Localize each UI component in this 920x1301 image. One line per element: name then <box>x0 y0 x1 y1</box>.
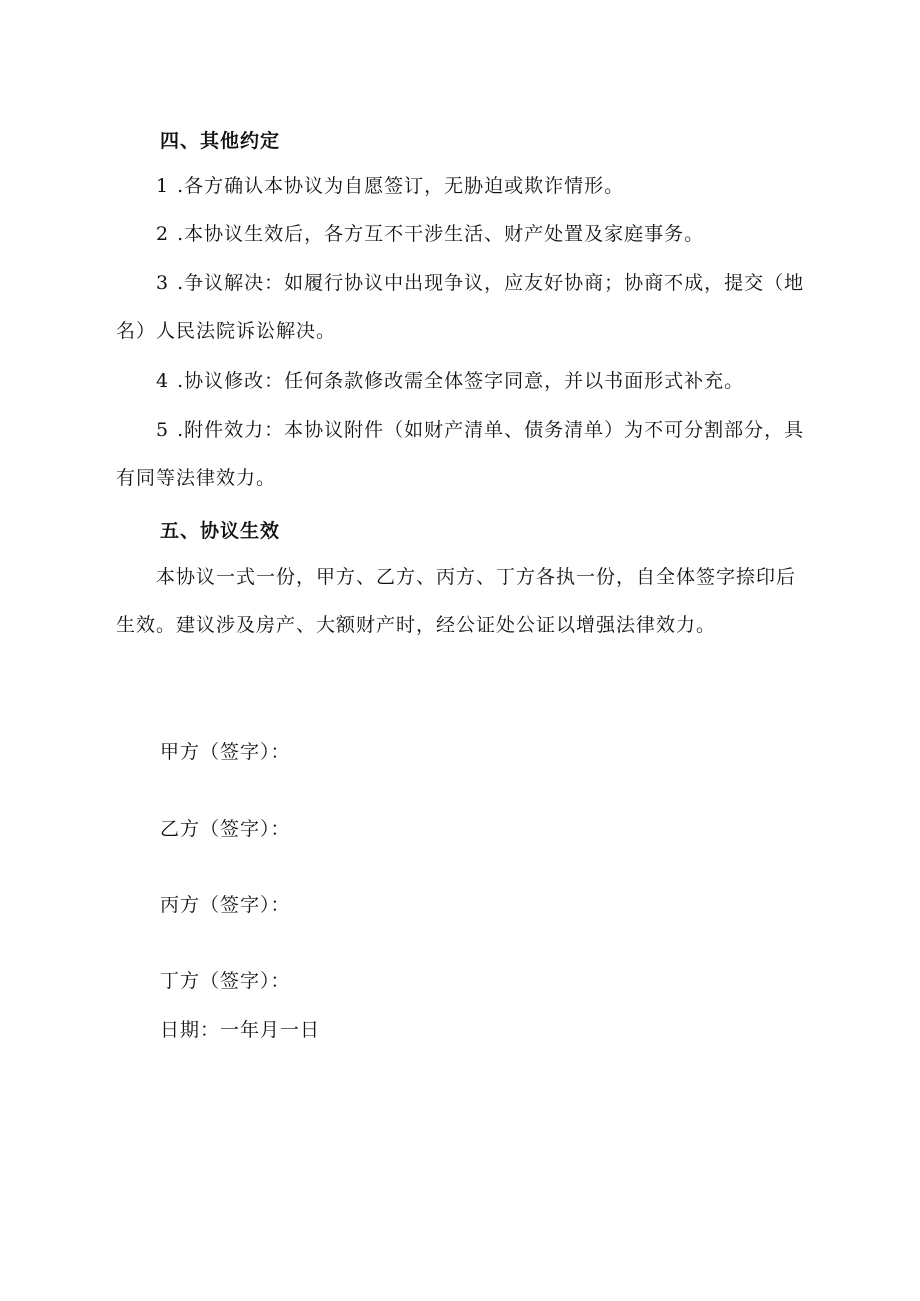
effective-paragraph: 本协议一式一份，甲方、乙方、丙方、丁方各执一份，自全体签字捺印后生效。建议涉及房产、大额财产时，经公证处公证以增强法律效力。 <box>116 566 797 636</box>
section-4-heading: 四、其他约定 <box>160 130 281 152</box>
clause-2-number: 2 <box>156 223 170 245</box>
signature-party-c: 丙方（签字）： <box>160 894 291 916</box>
clause-5-text: .附件效力：本协议附件（如财产清单、债务清单）为不可分割部分，具有同等法律效力。 <box>116 419 805 489</box>
clause-1 <box>116 162 806 210</box>
signature-party-b: 乙方（签字）： <box>160 818 291 840</box>
clause-2 <box>116 210 806 258</box>
clause-5-number: 5 <box>156 419 170 441</box>
signature-party-a: 甲方（签字）： <box>160 741 291 763</box>
clause-4 <box>116 357 806 405</box>
signature-party-d: 丁方（签字）： <box>160 970 291 992</box>
clause-3-number: 3 <box>156 272 170 294</box>
clause-5 <box>116 406 806 502</box>
clause-2-text: .本协议生效后，各方互不干涉生活、财产处置及家庭事务。 <box>177 223 705 245</box>
clause-3 <box>116 259 806 355</box>
clause-1-text: .各方确认本协议为自愿签订，无胁迫或欺诈情形。 <box>177 175 625 197</box>
signature-date: 日期：一年月一日 <box>160 1019 321 1041</box>
section-5-heading: 五、协议生效 <box>160 520 281 542</box>
clause-4-number: 4 <box>156 370 170 392</box>
clause-1-number: 1 <box>156 175 170 197</box>
clause-4-text: .协议修改：任何条款修改需全体签字同意，并以书面形式补充。 <box>177 370 745 392</box>
clause-3-text: .争议解决：如履行协议中出现争议，应友好协商；协商不成，提交（地名）人民法院诉讼解决。 <box>116 272 805 342</box>
